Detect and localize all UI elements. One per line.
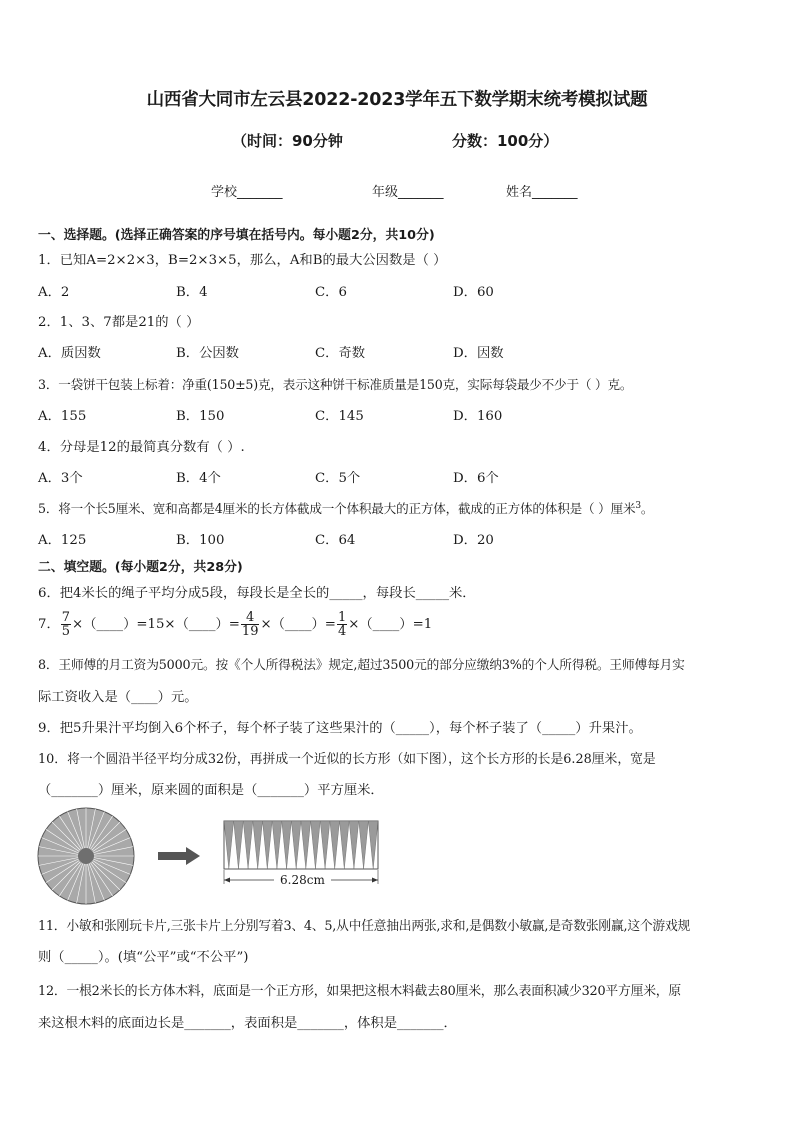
q4-option-b: B．4个	[176, 471, 221, 486]
question-5	[38, 498, 653, 517]
question-5-text: 5．将一个长5厘米、宽和高都是4厘米的长方体截成一个体积最大的正方体，截成的正方体的体积是（ ）厘米	[38, 501, 636, 516]
cube-superscript: 3	[635, 500, 641, 511]
fraction-denominator: 5	[61, 624, 71, 639]
question-6: 6．把4米长的绳子平均分成5段，每段长是全长的_____，每段长_____米．	[38, 586, 476, 601]
circle-center	[78, 848, 94, 864]
question-5-tail: 。	[640, 501, 654, 516]
section-choice-heading: 一、选择题。(选择正确答案的序号填在括号内。每小题2分，共10分)	[38, 228, 435, 243]
sliced-circle-figure	[36, 806, 136, 906]
q1-option-b: B．4	[176, 285, 208, 300]
fraction-4-19	[241, 611, 260, 638]
arrow-right-icon	[158, 846, 202, 866]
q2-option-a: A．质因数	[38, 346, 101, 361]
q1-option-d: D．60	[453, 285, 494, 300]
question-3: 3．一袋饼干包装上标着：净重(150±5)克，表示这种饼干标准质量是150克，实际每袋最少不少于（ ）克。	[38, 377, 633, 392]
q7-part-2: ×（____）=	[260, 617, 336, 632]
q5-option-a: A．125	[38, 533, 87, 548]
q7-prefix: 7．	[38, 617, 60, 632]
q5-option-c: C．64	[315, 533, 356, 548]
q4-option-a: A．3个	[38, 471, 83, 486]
question-1: 1．已知A=2×2×3，B=2×3×5，那么，A和B的最大公因数是（ ）	[38, 253, 447, 268]
q2-option-d: D．因数	[453, 346, 504, 361]
q3-option-d: D．160	[453, 409, 503, 424]
time-label: （时间：90分钟	[232, 132, 343, 150]
q3-option-c: C．145	[315, 409, 364, 424]
score-label: 分数：100分）	[452, 132, 559, 150]
q1-option-c: C．6	[315, 285, 347, 300]
fraction-numerator: 1	[337, 610, 347, 625]
q3-option-a: A．155	[38, 409, 87, 424]
school-field: 学校_______	[211, 185, 283, 200]
question-9: 9．把5升果汁平均倒入6个杯子，每个杯子装了这些果汁的（_____），每个杯子装了（_____）升果汁。	[38, 721, 642, 736]
q2-option-b: B．公因数	[176, 346, 239, 361]
q4-option-d: D．6个	[453, 471, 499, 486]
name-field: 姓名_______	[506, 185, 578, 200]
q7-part-3: ×（____）=1	[348, 617, 433, 632]
question-7	[38, 610, 432, 640]
q5-option-b: B．100	[176, 533, 225, 548]
fraction-denominator: 4	[337, 624, 347, 639]
fraction-numerator: 4	[241, 611, 260, 625]
q4-option-c: C．5个	[315, 471, 361, 486]
question-2: 2．1、3、7都是21的（ ）	[38, 315, 200, 330]
fraction-denominator: 19	[241, 624, 259, 639]
fraction-1-4	[337, 611, 347, 638]
question-11-line-2: 则（_____）。(填“公平”或“不公平”)	[38, 950, 249, 965]
q5-option-d: D．20	[453, 533, 494, 548]
q1-option-a: A．2	[38, 285, 70, 300]
q7-part-1: ×（____）=15×（____）=	[72, 617, 240, 632]
grade-field: 年级_______	[372, 185, 444, 200]
question-4: 4．分母是12的最简真分数有（ ）.	[38, 440, 245, 455]
question-11-line-1: 11．小敏和张刚玩卡片,三张卡片上分别写着3、4、5,从中任意抽出两张,求和,是偶数小敏赢,是奇数张刚赢,这个游戏规	[38, 919, 691, 934]
section-fill-heading: 二、填空题。(每小题2分，共28分)	[38, 560, 243, 575]
question-10-line-2: （_______）厘米，原来圆的面积是（_______）平方厘米．	[38, 783, 384, 798]
fraction-7-5	[61, 611, 71, 638]
q2-option-c: C．奇数	[315, 346, 366, 361]
question-8-line-2: 际工资收入是（____）元。	[38, 690, 198, 705]
rectangle-length-label: 6.28cm	[274, 873, 331, 887]
page-title: 山西省大同市左云县2022-2023学年五下数学期末统考模拟试题	[146, 90, 648, 110]
q3-option-b: B．150	[176, 409, 225, 424]
fraction-numerator: 7	[61, 610, 71, 625]
question-12-line-1: 12．一根2米长的长方体木料，底面是一个正方形，如果把这根木料截去80厘米，那么表面积减少320平方厘米，原	[38, 984, 681, 999]
question-12-line-2: 来这根木料的底面边长是_______，表面积是_______，体积是_______．	[38, 1016, 457, 1031]
question-8-line-1: 8．王师傅的月工资为5000元。按《个人所得税法》规定,超过3500元的部分应缴纳3%的个人所得税。王师傅每月实	[38, 657, 685, 672]
question-10-line-1: 10．将一个圆沿半径平均分成32份，再拼成一个近似的长方形（如下图），这个长方形的长是6.28厘米，宽是	[38, 752, 656, 767]
